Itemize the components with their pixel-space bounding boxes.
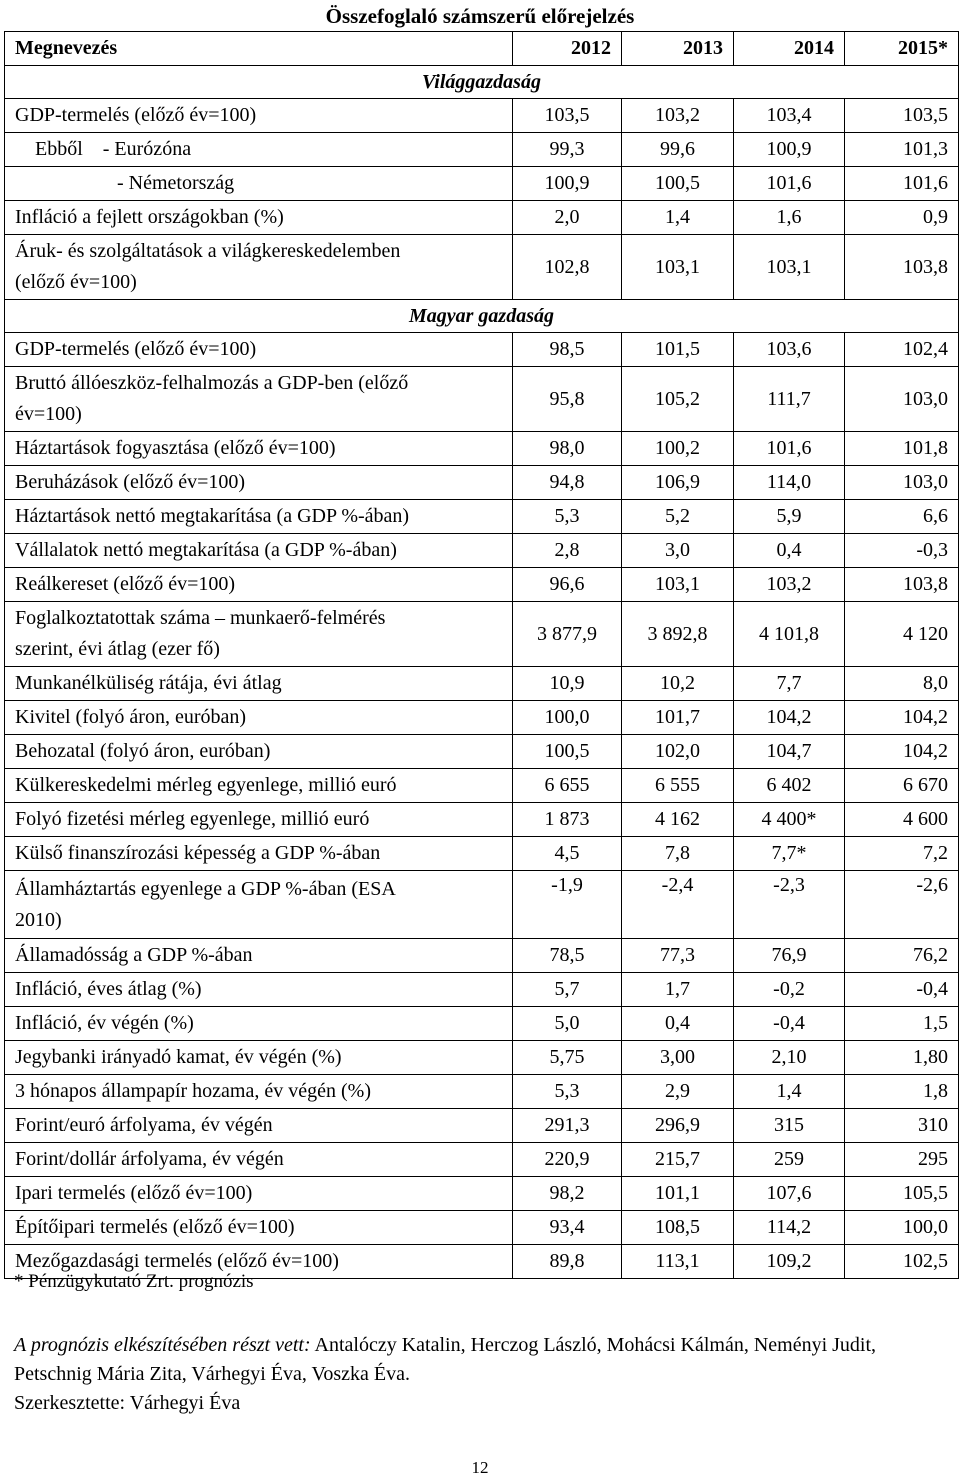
row-label [5, 367, 513, 432]
row-label-line: Külkereskedelmi mérleg egyenlege, millió euró [15, 774, 397, 796]
value-cell: -0,4 [845, 973, 959, 1007]
table-row [5, 201, 959, 235]
header-row [5, 32, 959, 66]
value-cell: 291,3 [513, 1109, 622, 1143]
row-label [5, 167, 513, 201]
value-cell: 104,7 [734, 735, 845, 769]
table-row [5, 701, 959, 735]
table-row [5, 568, 959, 602]
value-cell: 7,2 [845, 837, 959, 871]
value-cell: 100,2 [622, 432, 734, 466]
value-cell: 96,6 [513, 568, 622, 602]
row-label [5, 1007, 513, 1041]
value-cell: 100,5 [622, 167, 734, 201]
footnote: * Pénzügykutató Zrt. prognózis [14, 1271, 254, 1292]
row-label [5, 1041, 513, 1075]
forecast-table [4, 31, 959, 1279]
value-cell: 5,75 [513, 1041, 622, 1075]
row-label-line: Építőipari termelés (előző év=100) [15, 1216, 295, 1238]
row-label-line: Folyó fizetési mérleg egyenlege, millió euró [15, 808, 370, 830]
value-cell: 3 892,8 [622, 602, 734, 667]
value-cell: 1,7 [622, 973, 734, 1007]
row-label [5, 667, 513, 701]
value-cell: 95,8 [513, 367, 622, 432]
row-label [5, 735, 513, 769]
value-cell: 103,1 [622, 568, 734, 602]
value-cell: 98,2 [513, 1177, 622, 1211]
section-title: Világgazdaság [5, 66, 959, 99]
table-row [5, 871, 959, 939]
table-row [5, 1143, 959, 1177]
value-cell: 76,2 [845, 939, 959, 973]
value-cell: 108,5 [622, 1211, 734, 1245]
value-cell: 107,6 [734, 1177, 845, 1211]
row-label [5, 466, 513, 500]
value-cell: 100,0 [513, 701, 622, 735]
value-cell: 5,3 [513, 500, 622, 534]
table-row [5, 1041, 959, 1075]
value-cell: 100,9 [734, 133, 845, 167]
value-cell: 102,0 [622, 735, 734, 769]
row-label [5, 973, 513, 1007]
value-cell: 10,2 [622, 667, 734, 701]
row-label [5, 803, 513, 837]
table-row [5, 534, 959, 568]
value-cell: -2,3 [734, 871, 845, 939]
table-row [5, 333, 959, 367]
value-cell: 0,4 [734, 534, 845, 568]
row-label [5, 1211, 513, 1245]
value-cell: 295 [845, 1143, 959, 1177]
value-cell: 8,0 [845, 667, 959, 701]
row-label-line: Munkanélküliség rátája, évi átlag [15, 672, 282, 694]
header-year: 2013 [622, 32, 734, 66]
value-cell: 4 400* [734, 803, 845, 837]
value-cell: 101,3 [845, 133, 959, 167]
table-row [5, 1109, 959, 1143]
value-cell: 1,5 [845, 1007, 959, 1041]
value-cell: 1,4 [622, 201, 734, 235]
row-label [5, 333, 513, 367]
value-cell: -0,3 [845, 534, 959, 568]
value-cell: 103,0 [845, 466, 959, 500]
value-cell: 105,5 [845, 1177, 959, 1211]
table-row [5, 133, 959, 167]
value-cell: 103,1 [734, 235, 845, 300]
value-cell: 102,4 [845, 333, 959, 367]
row-label-line: Reálkereset (előző év=100) [15, 573, 236, 595]
row-label-line: év=100) [15, 403, 82, 425]
row-label-line: - Németország [117, 172, 235, 194]
row-label-line: GDP-termelés (előző év=100) [15, 338, 257, 360]
value-cell: 98,5 [513, 333, 622, 367]
value-cell: 103,0 [845, 367, 959, 432]
value-cell: 215,7 [622, 1143, 734, 1177]
value-cell: 1 873 [513, 803, 622, 837]
value-cell: 5,2 [622, 500, 734, 534]
row-label-line: Jegybanki irányadó kamat, év végén (%) [15, 1046, 342, 1068]
row-label-line: Áruk- és szolgáltatások a világkereskedelemben [15, 240, 401, 262]
value-cell: 6 555 [622, 769, 734, 803]
table-row [5, 367, 959, 432]
value-cell: 111,7 [734, 367, 845, 432]
value-cell: 4,5 [513, 837, 622, 871]
value-cell: 103,5 [845, 99, 959, 133]
value-cell: 109,2 [734, 1245, 845, 1279]
value-cell: 6 402 [734, 769, 845, 803]
table-row [5, 466, 959, 500]
value-cell: 3,0 [622, 534, 734, 568]
value-cell: 106,9 [622, 466, 734, 500]
value-cell: 93,4 [513, 1211, 622, 1245]
value-cell: -0,4 [734, 1007, 845, 1041]
value-cell: 5,7 [513, 973, 622, 1007]
credits-intro: A prognózis elkészítésében részt vett: [14, 1334, 311, 1356]
row-label [5, 235, 513, 300]
value-cell: 7,7 [734, 667, 845, 701]
value-cell: 103,4 [734, 99, 845, 133]
row-label [5, 769, 513, 803]
table-row [5, 500, 959, 534]
header-year: 2014 [734, 32, 845, 66]
value-cell: 103,1 [622, 235, 734, 300]
value-cell: 98,0 [513, 432, 622, 466]
table-row [5, 769, 959, 803]
value-cell: 1,4 [734, 1075, 845, 1109]
row-label-line: Államháztartás egyenlege a GDP %-ában (ESA [15, 877, 396, 900]
value-cell: 99,3 [513, 133, 622, 167]
row-label-line: Infláció, év végén (%) [15, 1012, 194, 1034]
row-label [5, 568, 513, 602]
row-label-line: Vállalatok nettó megtakarítása (a GDP %-ában) [15, 539, 397, 561]
value-cell: 76,9 [734, 939, 845, 973]
value-cell: 7,7* [734, 837, 845, 871]
value-cell: 2,0 [513, 201, 622, 235]
value-cell: 101,6 [734, 432, 845, 466]
row-label-line: Forint/dollár árfolyama, év végén [15, 1148, 284, 1170]
row-label-line: GDP-termelés (előző év=100) [15, 104, 257, 126]
row-label [5, 871, 513, 939]
value-cell: 104,2 [734, 701, 845, 735]
value-cell: 103,8 [845, 568, 959, 602]
table-row [5, 602, 959, 667]
value-cell: 113,1 [622, 1245, 734, 1279]
value-cell: 103,5 [513, 99, 622, 133]
row-label-line: Külső finanszírozási képesség a GDP %-ában [15, 842, 381, 864]
value-cell: 315 [734, 1109, 845, 1143]
table-row [5, 1007, 959, 1041]
value-cell: 0,4 [622, 1007, 734, 1041]
row-label-line: Államadósság a GDP %-ában [15, 944, 253, 966]
value-cell: 1,6 [734, 201, 845, 235]
value-cell: -1,9 [513, 871, 622, 939]
row-label [5, 201, 513, 235]
row-label [5, 602, 513, 667]
value-cell: 1,80 [845, 1041, 959, 1075]
row-label-line: (előző év=100) [15, 271, 137, 293]
value-cell: 6,6 [845, 500, 959, 534]
value-cell: 114,0 [734, 466, 845, 500]
table-row [5, 837, 959, 871]
value-cell: 103,6 [734, 333, 845, 367]
value-cell: 100,9 [513, 167, 622, 201]
value-cell: 104,2 [845, 701, 959, 735]
table-row [5, 667, 959, 701]
header-year: 2015* [845, 32, 959, 66]
value-cell: 94,8 [513, 466, 622, 500]
value-cell: 114,2 [734, 1211, 845, 1245]
value-cell: -2,4 [622, 871, 734, 939]
value-cell: 103,2 [734, 568, 845, 602]
row-label-line: Bruttó állóeszköz-felhalmozás a GDP-ben (előző [15, 372, 409, 394]
page-number: 12 [471, 1458, 489, 1477]
value-cell: 220,9 [513, 1143, 622, 1177]
value-cell: 5,9 [734, 500, 845, 534]
row-label-line: Infláció, éves átlag (%) [15, 978, 202, 1000]
value-cell: 101,6 [845, 167, 959, 201]
section-row [5, 66, 959, 99]
value-cell: 89,8 [513, 1245, 622, 1279]
value-cell: 100,0 [845, 1211, 959, 1245]
row-label-line: szerint, évi átlag (ezer fő) [15, 638, 220, 660]
row-label-line: 2010) [15, 908, 62, 931]
table-row [5, 803, 959, 837]
table-row [5, 99, 959, 133]
row-label [5, 1109, 513, 1143]
value-cell: 310 [845, 1109, 959, 1143]
row-label-line: Ebből - Eurózóna [35, 138, 192, 160]
value-cell: 2,9 [622, 1075, 734, 1109]
row-label [5, 939, 513, 973]
value-cell: 5,0 [513, 1007, 622, 1041]
row-label [5, 534, 513, 568]
value-cell: 100,5 [513, 735, 622, 769]
value-cell: 99,6 [622, 133, 734, 167]
credits-names: Antalóczy Katalin, Herczog László, Mohácsi Kálmán, Neményi Judit, Petschnig Mária Zita, Várhegyi Éva, Voszka Éva. [14, 1334, 877, 1385]
table-row [5, 735, 959, 769]
value-cell: -2,6 [845, 871, 959, 939]
value-cell: 1,8 [845, 1075, 959, 1109]
value-cell: 0,9 [845, 201, 959, 235]
row-label-line: 3 hónapos állampapír hozama, év végén (%) [15, 1080, 371, 1102]
value-cell: 104,2 [845, 735, 959, 769]
value-cell: 10,9 [513, 667, 622, 701]
value-cell: 101,7 [622, 701, 734, 735]
row-label [5, 500, 513, 534]
value-cell: 77,3 [622, 939, 734, 973]
table-row [5, 1075, 959, 1109]
row-label-line: Kivitel (folyó áron, euróban) [15, 706, 247, 728]
row-label [5, 133, 513, 167]
value-cell: 78,5 [513, 939, 622, 973]
table-row [5, 167, 959, 201]
table-row [5, 235, 959, 300]
credits [14, 1331, 954, 1418]
value-cell: 2,8 [513, 534, 622, 568]
value-cell: 103,8 [845, 235, 959, 300]
value-cell: 7,8 [622, 837, 734, 871]
value-cell: 4 120 [845, 602, 959, 667]
value-cell: 101,6 [734, 167, 845, 201]
value-cell: 5,3 [513, 1075, 622, 1109]
value-cell: 6 655 [513, 769, 622, 803]
row-label-line: Ipari termelés (előző év=100) [15, 1182, 253, 1204]
value-cell: 296,9 [622, 1109, 734, 1143]
credits-editor: Szerkesztette: Várhegyi Éva [14, 1392, 241, 1414]
value-cell: 101,1 [622, 1177, 734, 1211]
row-label-line: Háztartások nettó megtakarítása (a GDP %-ában) [15, 505, 410, 527]
value-cell: 101,8 [845, 432, 959, 466]
section-title: Magyar gazdaság [5, 300, 959, 333]
value-cell: 102,5 [845, 1245, 959, 1279]
row-label-line: Beruházások (előző év=100) [15, 471, 246, 493]
table-row [5, 973, 959, 1007]
row-label-line: Mezőgazdasági termelés (előző év=100) [15, 1250, 339, 1272]
value-cell: 4 162 [622, 803, 734, 837]
header-name: Megnevezés [5, 32, 513, 66]
value-cell: 4 600 [845, 803, 959, 837]
value-cell: 105,2 [622, 367, 734, 432]
row-label [5, 1075, 513, 1109]
table-title: Összefoglaló számszerű előrejelzés [325, 4, 635, 28]
table-row [5, 432, 959, 466]
value-cell: -0,2 [734, 973, 845, 1007]
row-label-line: Forint/euró árfolyama, év végén [15, 1114, 273, 1136]
row-label [5, 1177, 513, 1211]
table-row [5, 1211, 959, 1245]
row-label-line: Behozatal (folyó áron, euróban) [15, 740, 271, 762]
row-label [5, 837, 513, 871]
value-cell: 101,5 [622, 333, 734, 367]
value-cell: 103,2 [622, 99, 734, 133]
value-cell: 3 877,9 [513, 602, 622, 667]
header-year: 2012 [513, 32, 622, 66]
value-cell: 2,10 [734, 1041, 845, 1075]
value-cell: 102,8 [513, 235, 622, 300]
row-label-line: Foglalkoztatottak száma – munkaerő-felmérés [15, 607, 386, 629]
table-row [5, 1177, 959, 1211]
row-label [5, 1143, 513, 1177]
value-cell: 3,00 [622, 1041, 734, 1075]
row-label-line: Infláció a fejlett országokban (%) [15, 206, 284, 228]
section-row [5, 300, 959, 333]
row-label-line: Háztartások fogyasztása (előző év=100) [15, 437, 336, 459]
value-cell: 259 [734, 1143, 845, 1177]
row-label [5, 432, 513, 466]
value-cell: 4 101,8 [734, 602, 845, 667]
value-cell: 6 670 [845, 769, 959, 803]
row-label [5, 99, 513, 133]
table-row [5, 939, 959, 973]
row-label [5, 701, 513, 735]
